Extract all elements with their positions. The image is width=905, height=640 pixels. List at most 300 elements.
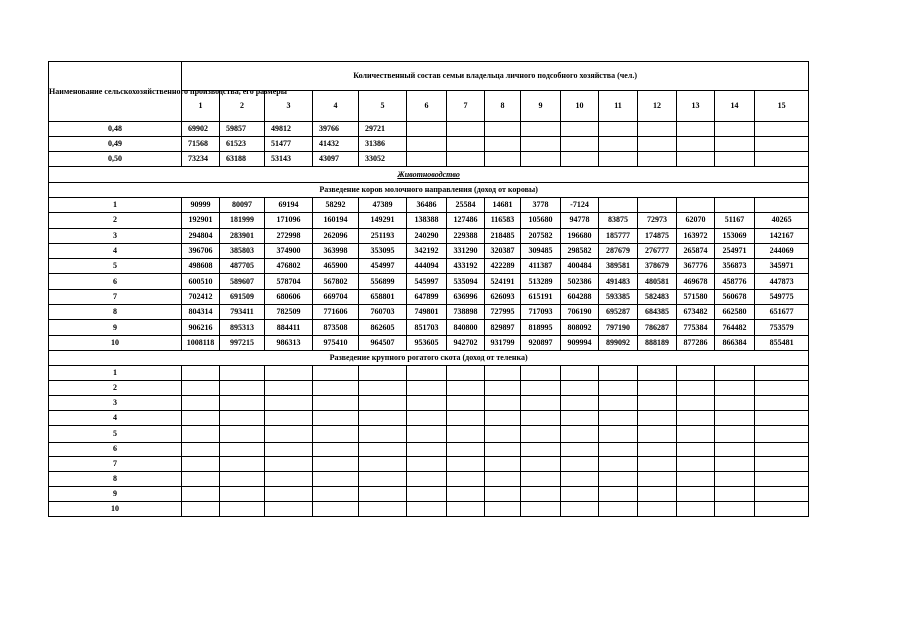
value-cell xyxy=(638,502,677,517)
value-cell xyxy=(677,365,715,380)
value-cell: 63188 xyxy=(220,152,265,167)
value-cell: 899092 xyxy=(599,335,638,350)
value-cell: 83875 xyxy=(599,213,638,228)
value-cell xyxy=(715,457,755,472)
value-cell xyxy=(447,425,485,442)
value-cell: 964507 xyxy=(359,335,407,350)
value-cell xyxy=(182,487,220,502)
value-cell xyxy=(485,425,521,442)
value-cell xyxy=(561,472,599,487)
value-cell xyxy=(599,152,638,167)
value-cell: 389581 xyxy=(599,259,638,274)
value-cell xyxy=(677,472,715,487)
value-cell: 458776 xyxy=(715,274,755,289)
value-cell xyxy=(715,137,755,152)
value-cell xyxy=(220,425,265,442)
value-cell xyxy=(521,442,561,457)
table-row xyxy=(49,259,809,274)
column-number-header: 5 xyxy=(359,91,407,122)
value-cell: 760703 xyxy=(359,305,407,320)
row-label: 8 xyxy=(49,472,182,487)
value-cell xyxy=(407,410,447,425)
value-cell: 116583 xyxy=(485,213,521,228)
value-cell xyxy=(755,137,809,152)
value-cell: 567802 xyxy=(313,274,359,289)
value-cell: 502386 xyxy=(561,274,599,289)
value-cell: 174875 xyxy=(638,228,677,243)
value-cell xyxy=(407,442,447,457)
value-cell xyxy=(313,457,359,472)
value-cell xyxy=(755,380,809,395)
value-cell: 764482 xyxy=(715,320,755,335)
value-cell: 53143 xyxy=(265,152,313,167)
value-cell: 487705 xyxy=(220,259,265,274)
value-cell xyxy=(715,395,755,410)
value-cell: 309485 xyxy=(521,243,561,258)
value-cell: 909994 xyxy=(561,335,599,350)
name-column-header: Наименование сельскохозяйственного производства, его размеры xyxy=(49,62,182,122)
value-cell xyxy=(447,457,485,472)
value-cell xyxy=(755,472,809,487)
value-cell xyxy=(485,472,521,487)
column-number-header: 15 xyxy=(755,91,809,122)
value-cell xyxy=(182,365,220,380)
value-cell xyxy=(485,365,521,380)
table-row xyxy=(49,274,809,289)
table-row xyxy=(49,335,809,350)
value-cell: 59857 xyxy=(220,122,265,137)
value-cell xyxy=(359,457,407,472)
value-cell xyxy=(715,198,755,213)
value-cell: 691509 xyxy=(220,289,265,304)
value-cell: 61523 xyxy=(220,137,265,152)
table-row xyxy=(49,395,809,410)
value-cell xyxy=(561,365,599,380)
value-cell: 600510 xyxy=(182,274,220,289)
value-cell: 138388 xyxy=(407,213,447,228)
table-row xyxy=(49,457,809,472)
value-cell xyxy=(359,365,407,380)
value-cell xyxy=(447,395,485,410)
value-cell: 673482 xyxy=(677,305,715,320)
value-cell xyxy=(220,472,265,487)
row-label: 1 xyxy=(49,198,182,213)
row-label: 6 xyxy=(49,274,182,289)
value-cell xyxy=(182,395,220,410)
family-size-title: Количественный состав семьи владельца личного подсобного хозяйства (чел.) xyxy=(182,62,809,91)
value-cell: 753579 xyxy=(755,320,809,335)
value-cell: 873508 xyxy=(313,320,359,335)
value-cell xyxy=(265,472,313,487)
value-cell: 535094 xyxy=(447,274,485,289)
value-cell: 367776 xyxy=(677,259,715,274)
value-cell: 465900 xyxy=(313,259,359,274)
value-cell xyxy=(755,365,809,380)
value-cell: 80097 xyxy=(220,198,265,213)
row-label: 4 xyxy=(49,243,182,258)
value-cell: 71568 xyxy=(182,137,220,152)
value-cell: 47389 xyxy=(359,198,407,213)
value-cell xyxy=(715,410,755,425)
value-cell: 396706 xyxy=(182,243,220,258)
value-cell: 287679 xyxy=(599,243,638,258)
value-cell: 31386 xyxy=(359,137,407,152)
value-cell: 513289 xyxy=(521,274,561,289)
value-cell: 25584 xyxy=(447,198,485,213)
value-cell xyxy=(638,457,677,472)
value-cell xyxy=(447,152,485,167)
value-cell xyxy=(485,457,521,472)
value-cell xyxy=(182,502,220,517)
value-cell xyxy=(599,137,638,152)
value-cell: 218485 xyxy=(485,228,521,243)
value-cell: 229388 xyxy=(447,228,485,243)
value-cell xyxy=(638,410,677,425)
value-cell: 374900 xyxy=(265,243,313,258)
value-cell xyxy=(599,472,638,487)
value-cell xyxy=(407,457,447,472)
value-cell: 593385 xyxy=(599,289,638,304)
value-cell xyxy=(521,410,561,425)
value-cell xyxy=(715,502,755,517)
value-cell: 706190 xyxy=(561,305,599,320)
row-label: 10 xyxy=(49,335,182,350)
value-cell xyxy=(447,487,485,502)
row-label: 9 xyxy=(49,320,182,335)
value-cell: 636996 xyxy=(447,289,485,304)
value-cell: 51477 xyxy=(265,137,313,152)
value-cell: 454997 xyxy=(359,259,407,274)
table-row xyxy=(49,472,809,487)
table-row xyxy=(49,442,809,457)
value-cell xyxy=(485,442,521,457)
value-cell xyxy=(313,442,359,457)
value-cell: 793411 xyxy=(220,305,265,320)
column-number-header: 9 xyxy=(521,91,561,122)
value-cell: 142167 xyxy=(755,228,809,243)
value-cell: 556899 xyxy=(359,274,407,289)
value-cell: 69194 xyxy=(265,198,313,213)
value-cell xyxy=(521,425,561,442)
value-cell xyxy=(521,472,561,487)
value-cell xyxy=(407,487,447,502)
value-cell xyxy=(182,380,220,395)
column-number-header: 6 xyxy=(407,91,447,122)
row-label: 8 xyxy=(49,305,182,320)
value-cell xyxy=(313,502,359,517)
value-cell: 447873 xyxy=(755,274,809,289)
value-cell: 866384 xyxy=(715,335,755,350)
value-cell xyxy=(407,395,447,410)
value-cell xyxy=(182,425,220,442)
value-cell: 272998 xyxy=(265,228,313,243)
value-cell: 240290 xyxy=(407,228,447,243)
value-cell: 356873 xyxy=(715,259,755,274)
value-cell: 160194 xyxy=(313,213,359,228)
value-cell: 422289 xyxy=(485,259,521,274)
value-cell xyxy=(447,410,485,425)
value-cell: 283901 xyxy=(220,228,265,243)
value-cell xyxy=(715,380,755,395)
value-cell xyxy=(359,502,407,517)
value-cell: 36486 xyxy=(407,198,447,213)
table-row xyxy=(49,305,809,320)
value-cell xyxy=(359,425,407,442)
value-cell: 884411 xyxy=(265,320,313,335)
value-cell xyxy=(313,487,359,502)
value-cell xyxy=(313,410,359,425)
value-cell xyxy=(220,442,265,457)
value-cell xyxy=(677,152,715,167)
value-cell xyxy=(407,122,447,137)
value-cell: 658801 xyxy=(359,289,407,304)
value-cell xyxy=(561,122,599,137)
table-row xyxy=(49,137,809,152)
value-cell xyxy=(677,457,715,472)
value-cell: 153069 xyxy=(715,228,755,243)
value-cell xyxy=(638,380,677,395)
value-cell: 986313 xyxy=(265,335,313,350)
value-cell xyxy=(265,487,313,502)
value-cell: 669704 xyxy=(313,289,359,304)
value-cell xyxy=(220,380,265,395)
value-cell xyxy=(599,380,638,395)
value-cell xyxy=(561,425,599,442)
value-cell xyxy=(407,365,447,380)
value-cell: 43097 xyxy=(313,152,359,167)
row-label: 5 xyxy=(49,259,182,274)
value-cell: 480581 xyxy=(638,274,677,289)
value-cell xyxy=(359,410,407,425)
value-cell: 385803 xyxy=(220,243,265,258)
value-cell: 192901 xyxy=(182,213,220,228)
row-label: 0,49 xyxy=(49,137,182,152)
value-cell xyxy=(407,152,447,167)
value-cell xyxy=(447,365,485,380)
value-cell xyxy=(599,198,638,213)
value-cell: 775384 xyxy=(677,320,715,335)
value-cell xyxy=(755,442,809,457)
value-cell: 782509 xyxy=(265,305,313,320)
value-cell xyxy=(447,380,485,395)
value-cell: 49812 xyxy=(265,122,313,137)
column-number-header: 4 xyxy=(313,91,359,122)
value-cell xyxy=(638,472,677,487)
value-cell: 695287 xyxy=(599,305,638,320)
value-cell: 185777 xyxy=(599,228,638,243)
value-cell xyxy=(521,137,561,152)
value-cell xyxy=(447,442,485,457)
value-cell xyxy=(220,410,265,425)
value-cell: 498608 xyxy=(182,259,220,274)
value-cell: 920897 xyxy=(521,335,561,350)
value-cell xyxy=(561,395,599,410)
value-cell: 433192 xyxy=(447,259,485,274)
value-cell xyxy=(638,152,677,167)
value-cell xyxy=(599,457,638,472)
value-cell: 353095 xyxy=(359,243,407,258)
value-cell xyxy=(599,122,638,137)
row-label: 7 xyxy=(49,457,182,472)
row-label: 10 xyxy=(49,502,182,517)
value-cell: 207582 xyxy=(521,228,561,243)
value-cell: 363998 xyxy=(313,243,359,258)
value-cell: 840800 xyxy=(447,320,485,335)
value-cell: 3778 xyxy=(521,198,561,213)
section-title: Разведение коров молочного направления (доход от коровы) xyxy=(49,183,809,198)
table-row xyxy=(49,243,809,258)
table-row xyxy=(49,380,809,395)
table-row xyxy=(49,365,809,380)
value-cell xyxy=(447,122,485,137)
table-row xyxy=(49,487,809,502)
value-cell xyxy=(561,442,599,457)
value-cell xyxy=(755,152,809,167)
value-cell: 411387 xyxy=(521,259,561,274)
column-number-header: 12 xyxy=(638,91,677,122)
value-cell: 244069 xyxy=(755,243,809,258)
value-cell xyxy=(677,487,715,502)
value-cell: 545997 xyxy=(407,274,447,289)
value-cell: 476802 xyxy=(265,259,313,274)
table-row xyxy=(49,122,809,137)
value-cell: 975410 xyxy=(313,335,359,350)
value-cell: 262096 xyxy=(313,228,359,243)
value-cell xyxy=(485,395,521,410)
value-cell: 149291 xyxy=(359,213,407,228)
table-row xyxy=(49,289,809,304)
value-cell xyxy=(599,395,638,410)
value-cell: 571580 xyxy=(677,289,715,304)
value-cell: 906216 xyxy=(182,320,220,335)
value-cell xyxy=(447,472,485,487)
value-cell xyxy=(485,410,521,425)
value-cell xyxy=(220,487,265,502)
value-cell: -7124 xyxy=(561,198,599,213)
value-cell xyxy=(561,137,599,152)
value-cell: 862605 xyxy=(359,320,407,335)
value-cell: 888189 xyxy=(638,335,677,350)
row-label: 7 xyxy=(49,289,182,304)
value-cell: 90999 xyxy=(182,198,220,213)
value-cell: 265874 xyxy=(677,243,715,258)
value-cell xyxy=(313,380,359,395)
value-cell xyxy=(359,380,407,395)
value-cell xyxy=(220,502,265,517)
value-cell xyxy=(265,425,313,442)
value-cell xyxy=(265,395,313,410)
value-cell: 717093 xyxy=(521,305,561,320)
column-number-header: 14 xyxy=(715,91,755,122)
value-cell: 378679 xyxy=(638,259,677,274)
value-cell: 171096 xyxy=(265,213,313,228)
row-label: 2 xyxy=(49,380,182,395)
row-label: 9 xyxy=(49,487,182,502)
value-cell: 829897 xyxy=(485,320,521,335)
value-cell: 560678 xyxy=(715,289,755,304)
value-cell xyxy=(755,502,809,517)
value-cell xyxy=(638,122,677,137)
value-cell xyxy=(182,457,220,472)
value-cell xyxy=(638,487,677,502)
value-cell: 294804 xyxy=(182,228,220,243)
table-row xyxy=(49,502,809,517)
value-cell: 851703 xyxy=(407,320,447,335)
value-cell: 702412 xyxy=(182,289,220,304)
value-cell: 298582 xyxy=(561,243,599,258)
value-cell xyxy=(407,380,447,395)
row-label: 0,48 xyxy=(49,122,182,137)
value-cell xyxy=(755,122,809,137)
value-cell: 40265 xyxy=(755,213,809,228)
value-cell xyxy=(407,137,447,152)
value-cell xyxy=(521,487,561,502)
value-cell xyxy=(521,457,561,472)
value-cell xyxy=(677,380,715,395)
value-cell xyxy=(485,487,521,502)
value-cell xyxy=(677,137,715,152)
row-label: 5 xyxy=(49,425,182,442)
value-cell: 626093 xyxy=(485,289,521,304)
value-cell: 786287 xyxy=(638,320,677,335)
section-title: Животноводство xyxy=(49,167,809,183)
value-cell xyxy=(182,442,220,457)
value-cell xyxy=(313,395,359,410)
value-cell xyxy=(407,502,447,517)
row-label: 3 xyxy=(49,228,182,243)
value-cell xyxy=(407,472,447,487)
value-cell: 797190 xyxy=(599,320,638,335)
value-cell xyxy=(359,487,407,502)
value-cell: 684385 xyxy=(638,305,677,320)
value-cell: 749801 xyxy=(407,305,447,320)
value-cell xyxy=(220,365,265,380)
value-cell: 33052 xyxy=(359,152,407,167)
value-cell: 342192 xyxy=(407,243,447,258)
value-cell xyxy=(265,457,313,472)
value-cell xyxy=(220,395,265,410)
value-cell xyxy=(521,380,561,395)
value-cell: 73234 xyxy=(182,152,220,167)
value-cell: 738898 xyxy=(447,305,485,320)
value-cell xyxy=(313,365,359,380)
value-cell xyxy=(265,442,313,457)
value-cell: 62070 xyxy=(677,213,715,228)
value-cell xyxy=(182,410,220,425)
value-cell xyxy=(677,442,715,457)
value-cell: 105680 xyxy=(521,213,561,228)
value-cell: 251193 xyxy=(359,228,407,243)
value-cell: 41432 xyxy=(313,137,359,152)
value-cell: 94778 xyxy=(561,213,599,228)
value-cell: 51167 xyxy=(715,213,755,228)
value-cell xyxy=(677,502,715,517)
value-cell: 808092 xyxy=(561,320,599,335)
row-label: 4 xyxy=(49,410,182,425)
value-cell xyxy=(599,502,638,517)
value-cell xyxy=(521,502,561,517)
value-cell xyxy=(715,365,755,380)
value-cell xyxy=(715,152,755,167)
value-cell xyxy=(220,457,265,472)
row-label: 2 xyxy=(49,213,182,228)
value-cell xyxy=(447,137,485,152)
value-cell xyxy=(485,502,521,517)
value-cell xyxy=(561,152,599,167)
value-cell xyxy=(485,122,521,137)
value-cell: 651677 xyxy=(755,305,809,320)
table-row xyxy=(49,152,809,167)
